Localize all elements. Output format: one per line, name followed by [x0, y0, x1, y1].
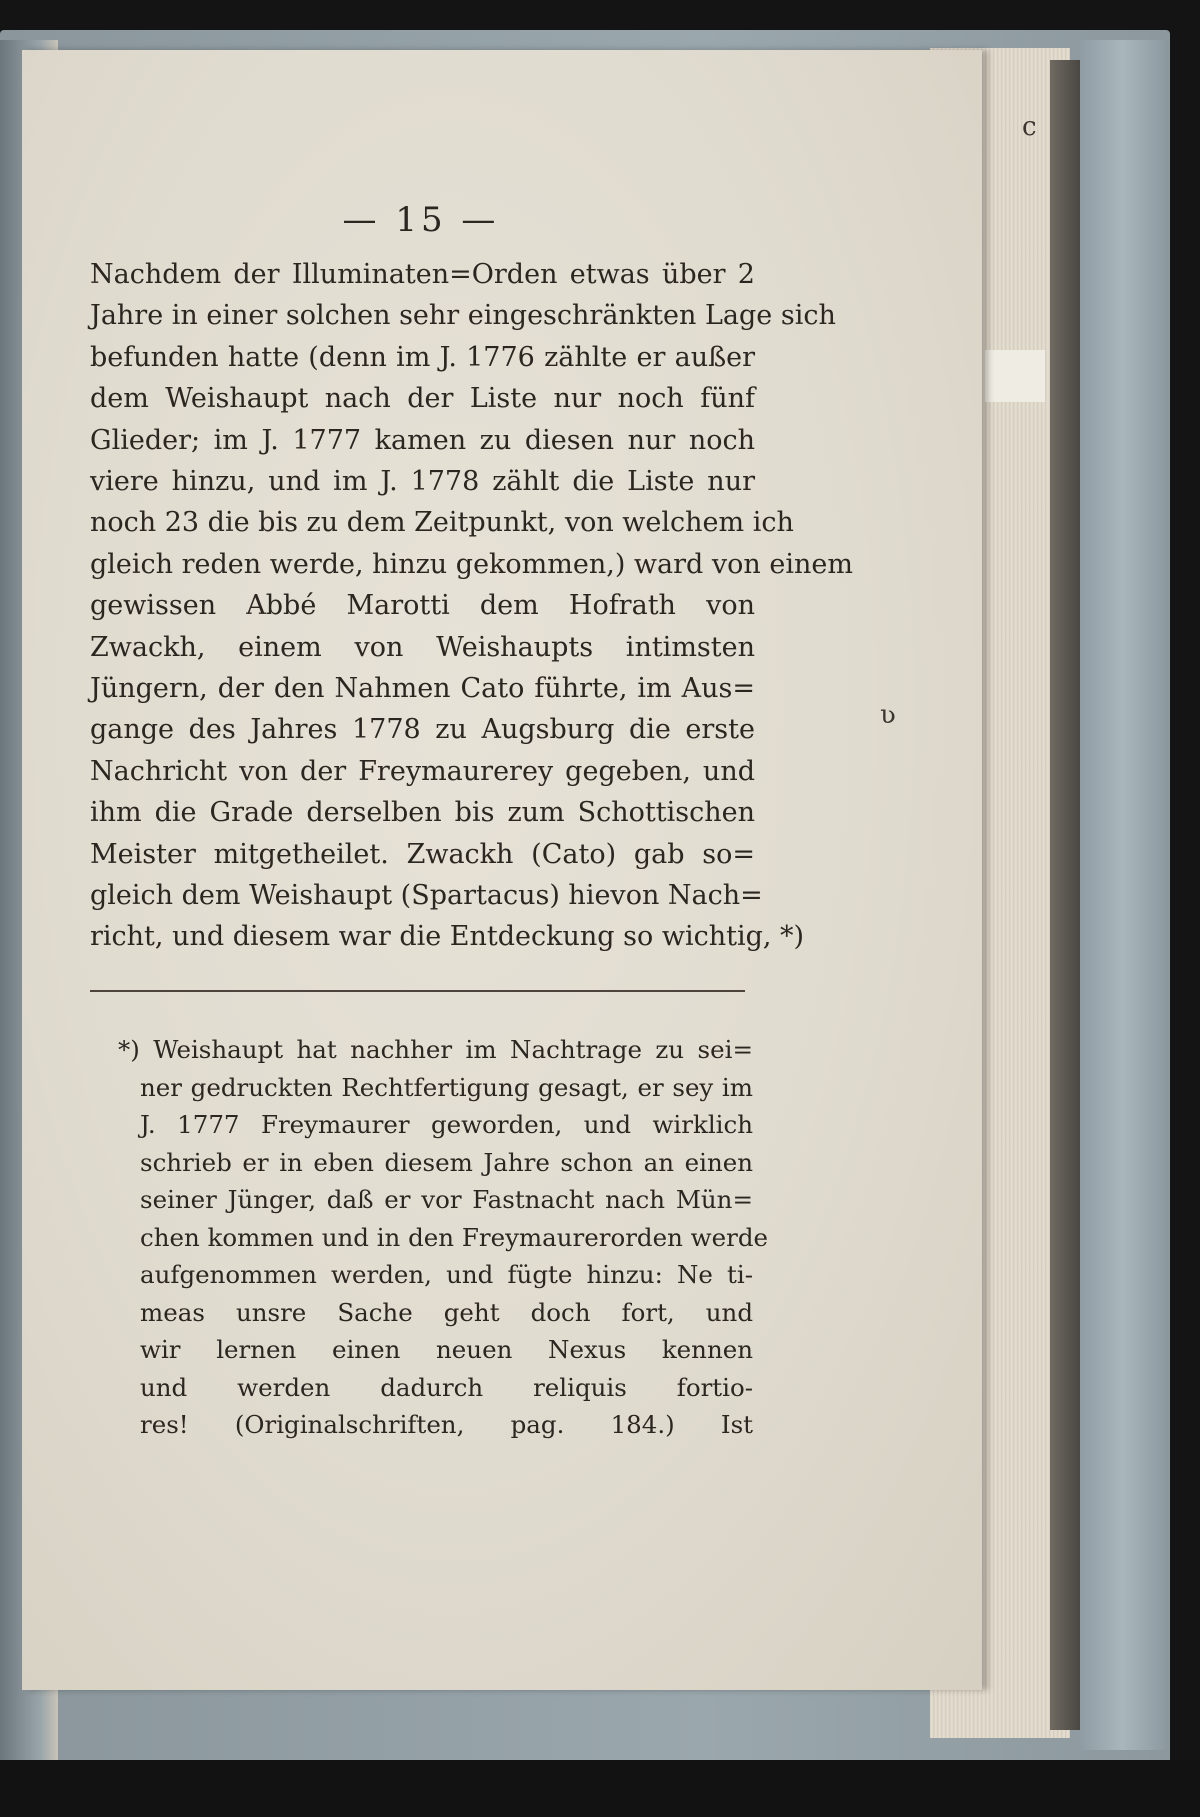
margin-mark-top: c	[1022, 112, 1037, 142]
book-page	[22, 50, 982, 1690]
body-line: viere hinzu, und im J. 1778 zählt die Liste nur	[90, 466, 755, 497]
footnote-line: *) Weishaupt hat nachher im Nachtrage zu sei=	[118, 1035, 753, 1064]
footnote-line: seiner Jünger, daß er vor Fastnacht nach Mün=	[140, 1185, 753, 1214]
footnote-line: chen kommen und in den Freymaurerorden werde	[140, 1222, 769, 1252]
body-line: Nachricht von der Freymaurerey gegeben, und	[90, 755, 755, 787]
body-line: richt, und diesem war die Entdeckung so wichtig, *)	[90, 921, 805, 953]
book-cover-edge	[1080, 40, 1165, 1750]
body-line: Nachdem der Illuminaten=Orden etwas über 2	[90, 259, 755, 290]
body-line: Meister mitgetheilet. Zwackh (Cato) gab so=	[90, 838, 755, 870]
margin-mark-mid: ʋ	[880, 700, 896, 730]
body-line: dem Weishaupt nach der Liste nur noch fünf	[90, 383, 755, 415]
footnote-line: schrieb er in eben diesem Jahre schon an einen	[140, 1147, 753, 1177]
body-line: Zwackh, einem von Weishaupts intimsten	[90, 631, 755, 663]
footnote-rule	[90, 990, 745, 992]
page-block-shadow	[1050, 60, 1080, 1730]
footnote-line: ner gedruckten Rechtfertigung gesagt, er sey im	[140, 1072, 753, 1102]
page-number: — 15 —	[342, 200, 500, 240]
body-line: gleich reden werde, hinzu gekommen,) ward von einem	[90, 548, 853, 580]
footnote-line: meas unsre Sache geht doch fort, und	[140, 1297, 753, 1327]
body-line: gange des Jahres 1778 zu Augsburg die erste	[90, 714, 755, 746]
body-line: ihm die Grade derselben bis zum Schottischen	[90, 797, 755, 829]
body-line: befunden hatte (denn im J. 1776 zählte er außer	[90, 341, 755, 373]
body-line: Glieder; im J. 1777 kamen zu diesen nur noch	[90, 424, 755, 456]
body-line: noch 23 die bis zu dem Zeitpunkt, von welchem ich	[90, 507, 794, 539]
paper-slip	[985, 350, 1045, 402]
footnote-line: aufgenommen werden, und fügte hinzu: Ne ti-	[140, 1260, 753, 1289]
body-line: gleich dem Weishaupt (Spartacus) hievon Nach=	[90, 880, 763, 911]
footnote-line: wir lernen einen neuen Nexus kennen	[140, 1335, 753, 1364]
footnote-line: und werden dadurch reliquis fortio-	[140, 1372, 753, 1402]
body-line: Jahre in einer solchen sehr eingeschränkten Lage sich	[90, 300, 836, 332]
footnote-line: J. 1777 Freymaurer geworden, und wirklich	[140, 1110, 753, 1139]
body-line: Jüngern, der den Nahmen Cato führte, im Aus=	[90, 673, 755, 704]
background-shadow	[0, 1760, 1200, 1817]
body-line: gewissen Abbé Marotti dem Hofrath von	[90, 590, 755, 622]
footnote-line: res! (Originalschriften, pag. 184.) Ist	[140, 1410, 753, 1439]
